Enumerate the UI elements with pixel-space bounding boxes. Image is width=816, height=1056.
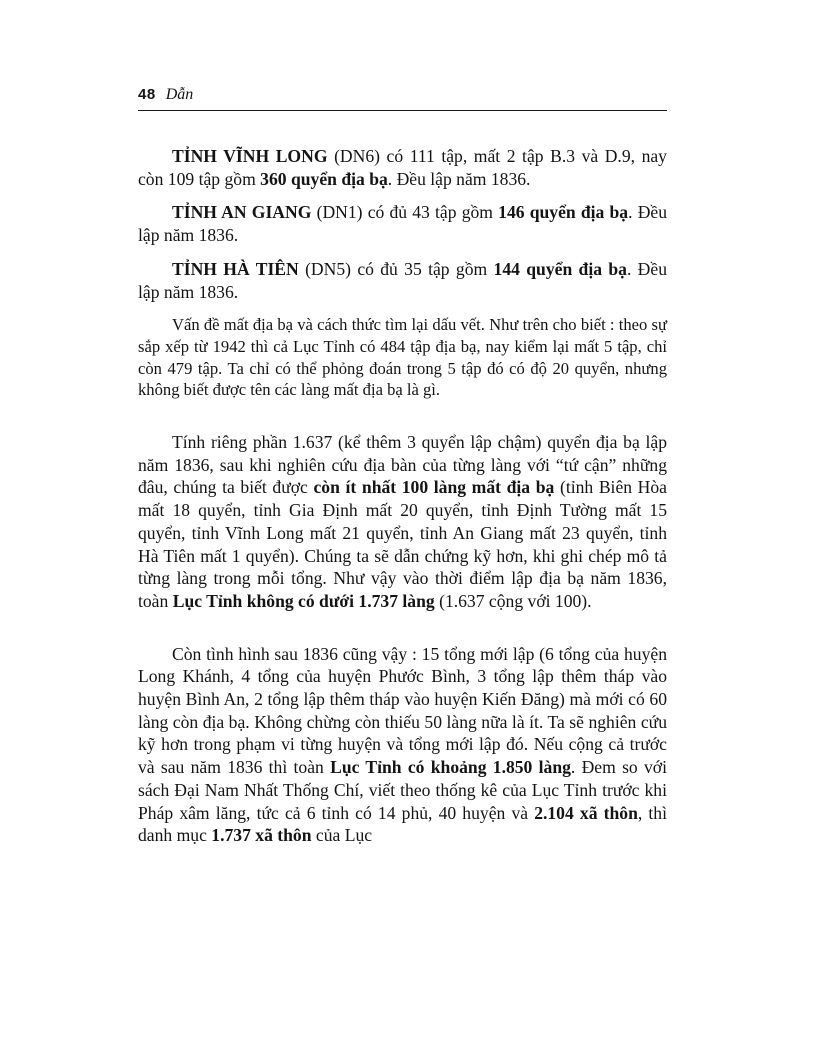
emphasis-segment: 360 quyển địa bạ [260, 168, 388, 189]
text-segment: Vấn đề mất địa bạ và cách thức tìm lại dấu vết. Như trên cho biết : theo sự sắp xếp từ 1942 thì cả Lục Tỉnh có 484 tập địa bạ, nay kiểm lại mất 5 tập, chỉ còn 479 tập. Ta chỉ có thể phỏng đoán trong 5 tập đó có độ 20 quyển, nhưng không biết được tên các làng mất địa bạ là gì. [138, 315, 667, 400]
paragraph-missing-villages [138, 431, 667, 613]
text-segment: (1.637 cộng với 100). [434, 590, 592, 611]
emphasis-segment: 1.737 xã thôn [211, 825, 312, 846]
text-segment: (tỉnh Biên Hòa mất 18 quyển, tỉnh Gia Định mất 20 quyển, tỉnh Định Tường mất 15 quyển, tỉnh Vĩnh Long mất 21 quyển, tỉnh An Giang mất 23 quyển, tỉnh Hà Tiên mất 1 quyển). Chúng ta sẽ dẫn chứng kỹ hơn, khi ghi chép mô tả từng làng trong mỗi tổng. Như vậy vào thời điểm lập địa bạ năm 1836, toàn [138, 477, 667, 611]
page-body [138, 145, 667, 847]
text-segment: của Lục [311, 825, 373, 846]
text-segment: (DN5) có đủ 35 tập gồm [298, 258, 494, 279]
heading-ha-tien: TỈNH HÀ TIÊN [172, 258, 299, 279]
paragraph-ha-tien [138, 258, 667, 303]
text-segment: . Đều lập năm 1836. [387, 168, 531, 189]
paragraph-lost-registers [138, 314, 667, 401]
emphasis-segment: 2.104 xã thôn [534, 802, 638, 823]
text-segment: . Đều lập năm 1836. [138, 202, 667, 246]
text-segment: . Đều lập năm 1836. [138, 258, 667, 302]
text-segment: . Đem so với sách Đại Nam Nhất Thống Chí, viết theo thống kê của Lục Tỉnh trước khi Pháp xâm lăng, tức cả 6 tỉnh có 14 phủ, 40 huyện và [138, 757, 667, 823]
emphasis-segment: 144 quyển địa bạ [493, 258, 627, 279]
paragraph-an-giang [138, 201, 667, 246]
heading-vinh-long: TỈNH VĨNH LONG [172, 146, 328, 166]
text-segment: Còn tình hình sau 1836 cũng vậy : 15 tổng mới lập (6 tổng của huyện Long Khánh, 4 tổng của huyện Phước Bình, 3 tổng lập thêm tháp vào huyện Bình An, 2 tổng lập thêm tháp vào huyện Kiến Đăng) mà mới có 60 làng còn địa bạ. Không chừng còn thiếu 50 làng nữa là ít. Ta sẽ nghiên cứu kỹ hơn trong phạm vi từng huyện và tổng mới lập đó. Nếu cộng cả trước và sau năm 1836 thì toàn [138, 643, 667, 778]
header-rule [138, 110, 667, 111]
heading-an-giang: TỈNH AN GIANG [172, 202, 312, 223]
emphasis-segment: còn ít nhất 100 làng mất địa bạ [313, 477, 555, 498]
text-segment: , thì danh mục [138, 802, 667, 846]
page-number: 48 [138, 86, 156, 103]
text-segment: Tính riêng phần 1.637 (kể thêm 3 quyển lập chậm) quyển địa bạ lập năm 1836, sau khi nghiên cứu địa bàn của từng làng với “tứ cận” những đâu, chúng ta biết được [138, 432, 667, 498]
emphasis-segment: Lục Tỉnh không có dưới 1.737 làng [172, 590, 435, 611]
paragraph-after-1836 [138, 643, 667, 847]
text-segment: (DN1) có đủ 43 tập gồm [311, 202, 499, 223]
running-title: Dẫn [165, 86, 194, 103]
paragraph-vinh-long [138, 145, 667, 190]
running-header [138, 86, 193, 104]
emphasis-segment: Lục Tỉnh có khoảng 1.850 làng [330, 757, 571, 778]
emphasis-segment: 146 quyển địa bạ [498, 202, 629, 223]
text-segment: (DN6) có 111 tập, mất 2 tập B.3 và D.9, nay còn 109 tập gồm [138, 146, 667, 189]
